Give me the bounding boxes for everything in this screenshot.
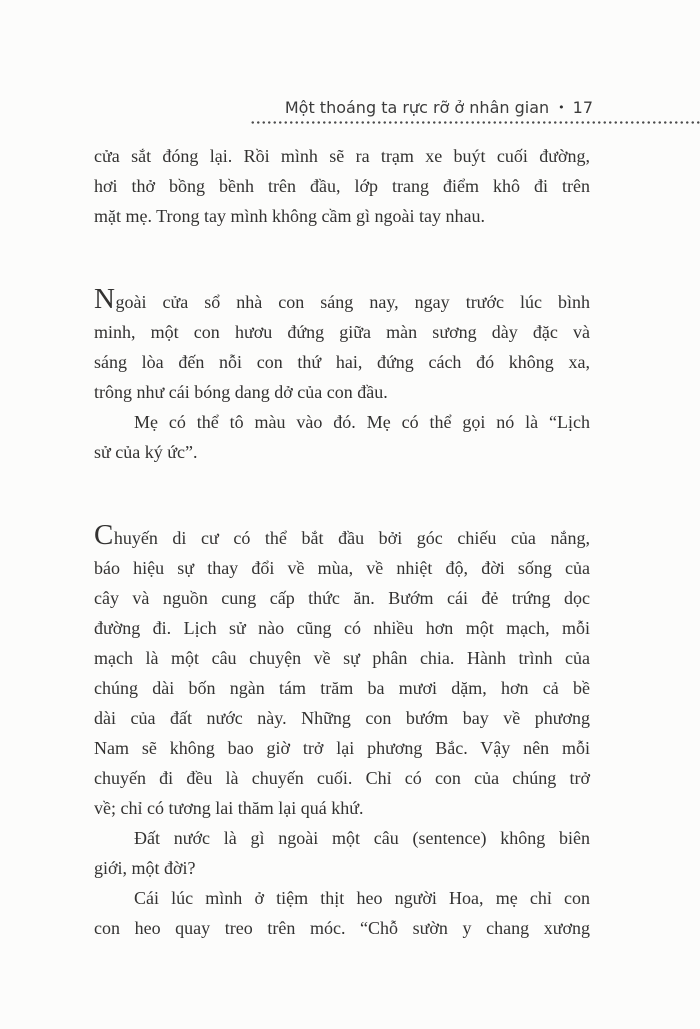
running-title: Một thoáng ta rực rỡ ở nhân gian xyxy=(284,98,550,117)
dotted-rule xyxy=(250,120,700,125)
text-line: sáng lòa đến nỗi con thứ hai, đứng cách đó không xa, xyxy=(94,352,590,372)
text-line: mặt mẹ. Trong tay mình không cầm gì ngoài tay nhau. xyxy=(94,206,485,226)
text-line: con heo quay treo trên móc. “Chỗ sườn y chang xương xyxy=(94,918,590,938)
text-line: Mẹ có thể tô màu vào đó. Mẹ có thể gọi nó là “Lịch xyxy=(134,412,590,432)
text-line: Nam sẽ không bao giờ trở lại phương Bắc. Vậy nên mỗi xyxy=(94,738,590,758)
text-line: cửa sắt đóng lại. Rồi mình sẽ ra trạm xe buýt cuối đường, xyxy=(94,146,590,166)
raised-cap: C xyxy=(94,519,114,551)
page-body xyxy=(94,141,590,943)
text-line: Chuyến di cư có thể bắt đầu bởi góc chiếu của nắng, xyxy=(94,519,590,551)
separator-dot-icon: • xyxy=(558,101,565,114)
paragraph xyxy=(94,519,590,823)
text-line: cây và nguồn cung cấp thức ăn. Bướm cái đẻ trứng dọc xyxy=(94,588,590,608)
text-line: Cái lúc mình ở tiệm thịt heo người Hoa, mẹ chỉ con xyxy=(134,888,590,908)
text-line: trông như cái bóng dang dở của con đầu. xyxy=(94,382,388,402)
page-header xyxy=(285,98,593,120)
text-line: giới, một đời? xyxy=(94,858,196,878)
page-number: 17 xyxy=(572,98,593,117)
raised-cap: N xyxy=(94,283,116,315)
paragraph xyxy=(94,141,590,231)
paragraph xyxy=(94,883,590,943)
text-line: mạch là một câu chuyện về sự phân chia. Hành trình của xyxy=(94,648,590,668)
text-line: sử của ký ức”. xyxy=(94,442,198,462)
paragraph xyxy=(94,823,590,883)
text-line: Ngoài cửa sổ nhà con sáng nay, ngay trước lúc bình xyxy=(94,283,590,315)
paragraph xyxy=(94,283,590,407)
paragraph xyxy=(94,407,590,467)
text-line: Đất nước là gì ngoài một câu (sentence) không biên xyxy=(134,828,590,848)
text-line: báo hiệu sự thay đổi về mùa, về nhiệt độ, đời sống của xyxy=(94,558,590,578)
text-line: đường đi. Lịch sử nào cũng có nhiều hơn một mạch, mỗi xyxy=(94,618,590,638)
text-line: hơi thở bồng bềnh trên đầu, lớp trang điểm khô đi trên xyxy=(94,176,590,196)
text-line: chuyến đi đều là chuyến cuối. Chỉ có con của chúng trở xyxy=(94,768,590,788)
text-line: minh, một con hươu đứng giữa màn sương dày đặc và xyxy=(94,322,590,342)
text-line: dài của đất nước này. Những con bướm bay về phương xyxy=(94,708,590,728)
text-line: chúng dài bốn ngàn tám trăm ba mươi dặm, hơn cả bề xyxy=(94,678,590,698)
text-line: về; chỉ có tương lai thăm lại quá khứ. xyxy=(94,798,364,818)
